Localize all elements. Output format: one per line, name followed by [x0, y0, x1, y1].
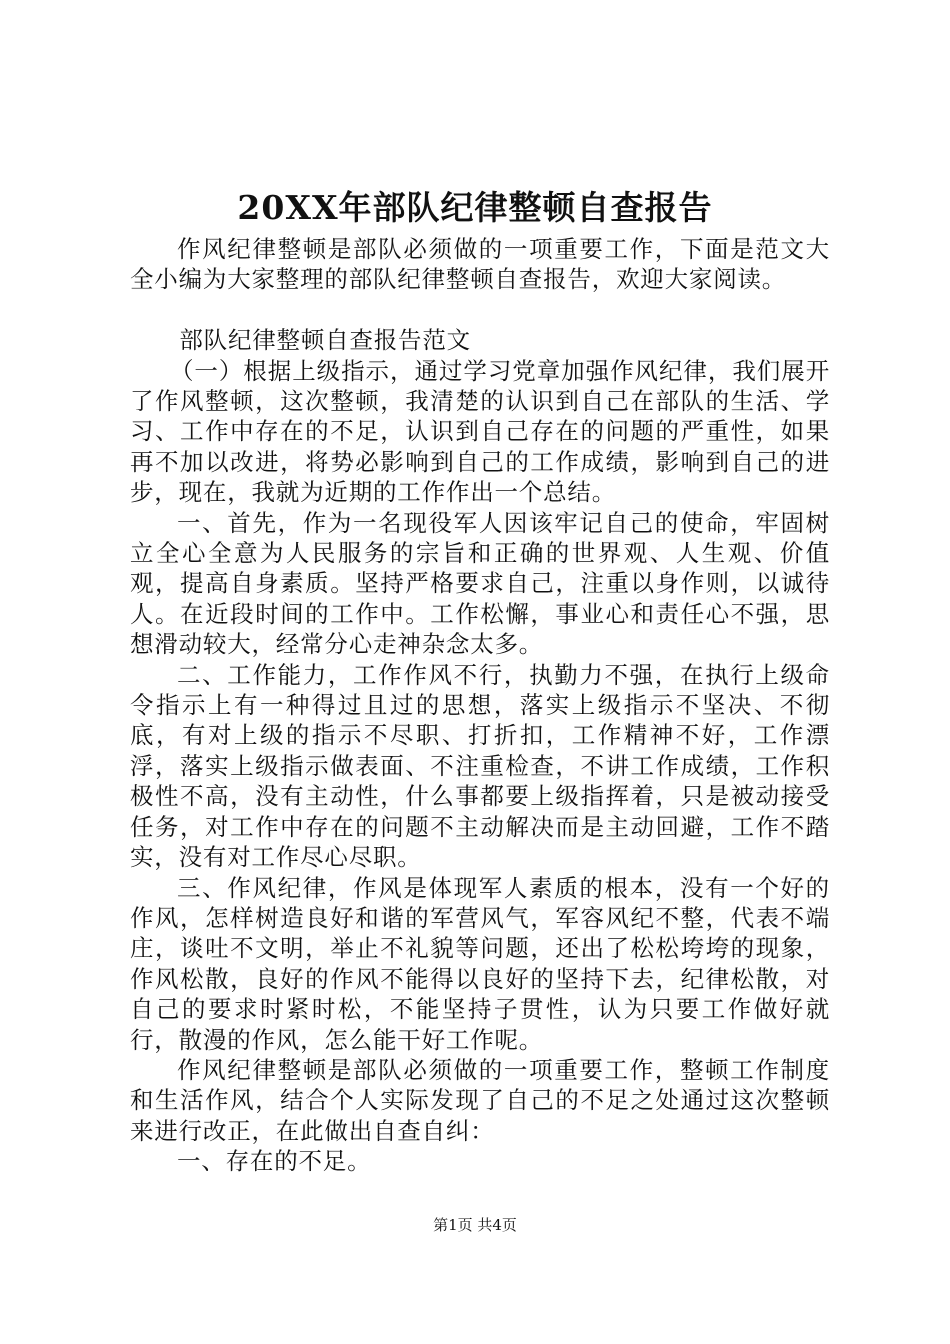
- body-paragraph: 一、存在的不足。: [177, 1147, 372, 1176]
- section-heading: 部队纪律整顿自查报告范文: [179, 326, 471, 355]
- intro-paragraph: 作风纪律整顿是部队必须做的一项重要工作，下面是范文大全小编为大家整理的部队纪律整顿自查报告，欢迎大家阅读。: [130, 235, 830, 294]
- body-paragraph: 三、作风纪律，作风是体现军人素质的根本，没有一个好的作风，怎样树造良好和谐的军营风气，军容风纪不整，代表不端庄，谈吐不文明，举止不礼貌等问题，还出了松松垮垮的现象，作风松散，良好的作风不能得以良好的坚持下去，纪律松散，对自己的要求时紧时松，不能坚持子贯性，认为只要工作做好就行，散漫的作风，怎么能干好工作呢。: [130, 873, 830, 1054]
- document-title: 20XX年部队纪律整顿自查报告: [237, 188, 713, 227]
- body-paragraph: 二、工作能力，工作作风不行，执勤力不强，在执行上级命令指示上有一种得过且过的思想，落实上级指示不坚决、不彻底，有对上级的指示不尽职、打折扣，工作精神不好，工作漂浮，落实上级指示做表面、不注重检查，不讲工作成绩，工作积极性不高，没有主动性，什么事都要上级指挥着，只是被动接受任务，对工作中存在的问题不主动解决而是主动回避，工作不踏实，没有对工作尽心尽职。: [130, 660, 830, 872]
- page-footer: 第1页 共4页: [433, 1216, 517, 1234]
- document-body: [130, 234, 830, 1177]
- body-paragraph: 一、首先，作为一名现役军人因该牢记自己的使命，牢固树立全心全意为人民服务的宗旨和正确的世界观、人生观、价值观，提高自身素质。坚持严格要求自己，注重以身作则，以诚待人。在近段时间的工作中。工作松懈，事业心和责任心不强，思想滑动较大，经常分心走神杂念太多。: [130, 508, 830, 659]
- body-paragraph: （一）根据上级指示，通过学习党章加强作风纪律，我们展开了作风整顿，这次整顿，我清楚的认识到自己在部队的生活、学习、工作中存在的不足，认识到自己存在的问题的严重性，如果再不加以改进，将势必影响到自己的工作成绩，影响到自己的进步，现在，我就为近期的工作作出一个总结。: [130, 356, 830, 507]
- body-paragraph: 作风纪律整顿是部队必须做的一项重要工作，整顿工作制度和生活作风，结合个人实际发现了自己的不足之处通过这次整顿来进行改正，在此做出自查自纠：: [130, 1055, 830, 1145]
